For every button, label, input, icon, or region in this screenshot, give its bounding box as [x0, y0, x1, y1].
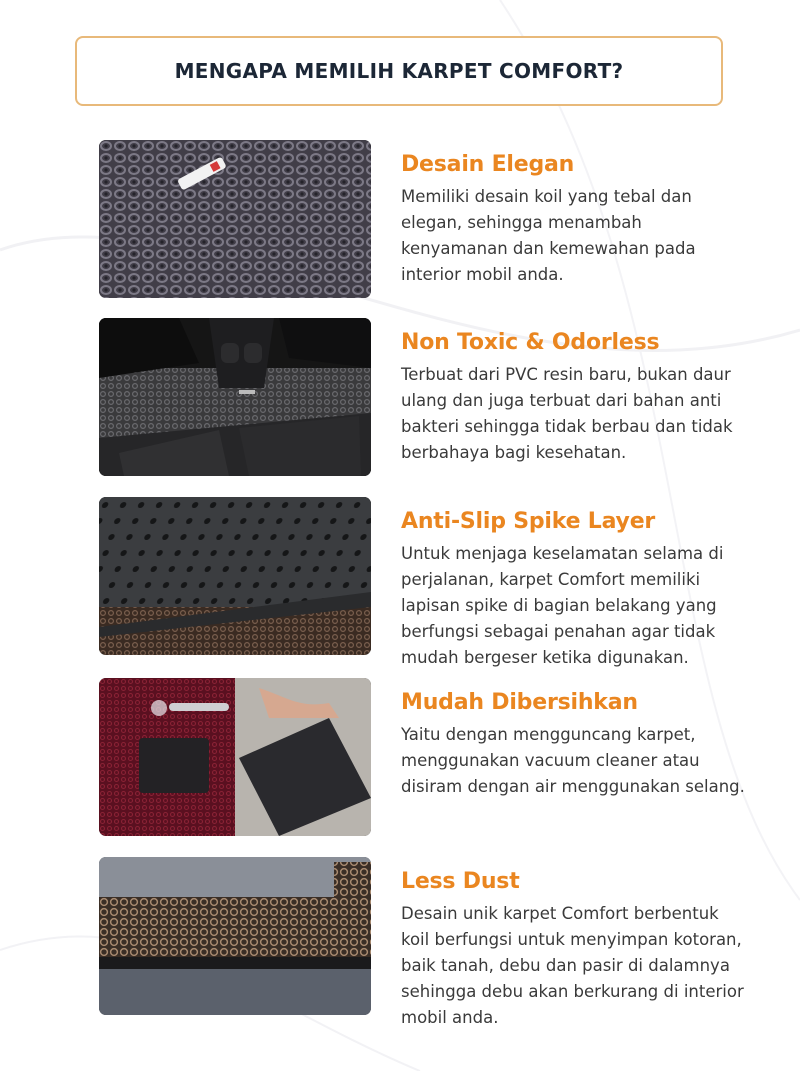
feature-desain-elegan — [99, 140, 759, 300]
feature-less-dust — [99, 857, 759, 1027]
feature-title: Mudah Dibersihkan — [401, 690, 638, 715]
spike-layer-photo — [99, 497, 371, 655]
page-title: MENGAPA MEMILIH KARPET COMFORT? — [174, 59, 624, 83]
feature-description: Desain unik karpet Comfort berbentuk koil berfungsi untuk menyimpan kotoran, baik tanah, debu dan pasir di dalamnya sehingga debu akan berkurang di interior mobil anda. — [401, 904, 744, 1027]
car-interior-mat-photo — [99, 318, 371, 476]
feature-mudah-dibersihkan — [99, 678, 759, 838]
feature-description: Untuk menjaga keselamatan selama di perjalanan, karpet Comfort memiliki lapisan spike di bagian belakang yang berfungsi sebagai penahan agar tidak mudah bergeser ketika digunakan. — [401, 544, 724, 667]
feature-title: Less Dust — [401, 869, 520, 894]
title-box — [75, 36, 723, 106]
feature-description: Yaitu dengan mengguncang karpet, menggunakan vacuum cleaner atau disiram dengan air menggunakan selang. — [401, 725, 745, 796]
feature-non-toxic — [99, 318, 759, 478]
feature-description: Memiliki desain koil yang tebal dan elegan, sehingga menambah kenyamanan dan kemewahan pada interior mobil anda. — [401, 187, 696, 284]
feature-title: Non Toxic & Odorless — [401, 330, 660, 355]
feature-title: Anti-Slip Spike Layer — [401, 509, 656, 534]
feature-anti-slip — [99, 497, 759, 667]
feature-description: Terbuat dari PVC resin baru, bukan daur ulang dan juga terbuat dari bahan anti bakteri sehingga tidak berbau dan tidak berbahaya bagi kesehatan. — [401, 365, 733, 462]
dust-coil-photo — [99, 857, 371, 1015]
feature-title: Desain Elegan — [401, 152, 575, 177]
cleaning-mat-photo — [99, 678, 371, 836]
grey-coil-mat-photo — [99, 140, 371, 298]
